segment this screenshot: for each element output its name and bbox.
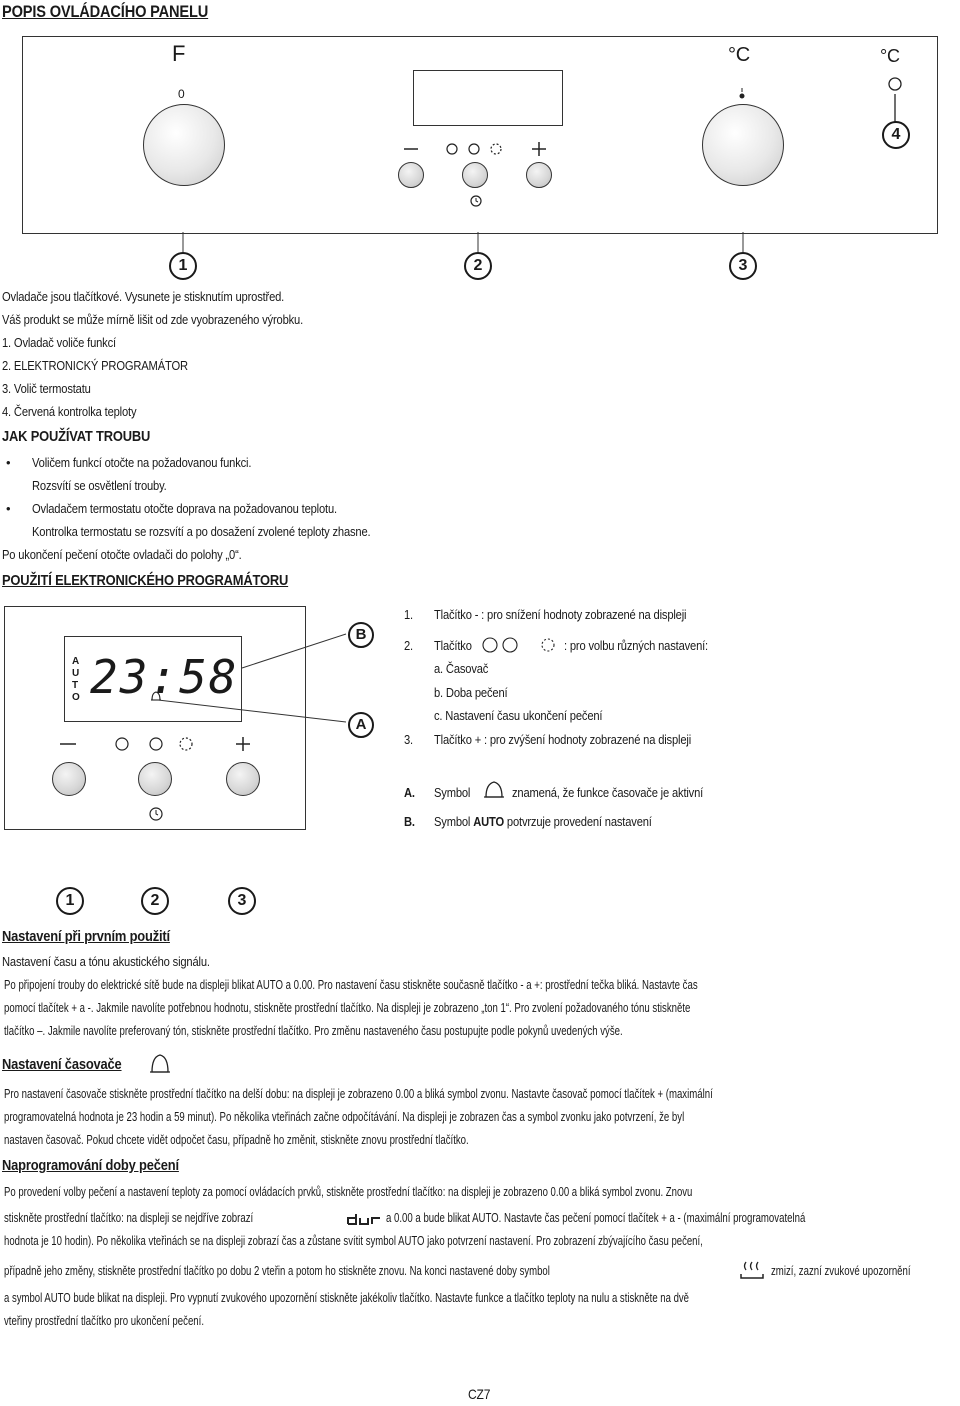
intro-line-2: Váš produkt se může mírně lišit od zde vyobrazeného výrobku. <box>2 312 304 327</box>
first-use-line-2: pomocí tlačítek + a -. Jakmile navolíte potřebnou hodnotu, stiskněte prostřední tlačítko. Na displeji je zobrazeno „ton 1“. Pro zvolení požadovaného tónu stiskněte <box>4 1000 691 1015</box>
auto-letter-u: U <box>72 668 80 679</box>
legend-item-3: 3. Volič termostatu <box>2 381 91 396</box>
callout-1: 1 <box>169 252 197 280</box>
buttons-list-num-1: 1. <box>404 607 413 622</box>
page-number: CZ7 <box>468 1386 491 1402</box>
clock-icon <box>469 194 483 208</box>
how-to-step-3: Ovladačem termostatu otočte doprava na požadovanou teplotu. <box>32 501 337 516</box>
function-zero-mark: 0 <box>178 87 185 101</box>
cooking-line-3: hodnota je 10 hodin). Po několika vteřinách se na displeji zobrazí čas a zůstane svítit symbol AUTO jako potvrzení nastavení. Pro zobrazení zbývajícího času pečení, <box>4 1233 703 1248</box>
function-button-icons <box>480 635 560 655</box>
buttons-list-item-2-desc: : pro volbu různých nastavení: <box>564 638 708 653</box>
cooking-line-4a: případně jeho změny, stiskněte prostřední tlačítko po dobu 2 vteřin a potom ho stiskněte znovu. Na konci nastavené doby symbol <box>4 1263 550 1278</box>
legend-item-2: 2. ELEKTRONICKÝ PROGRAMÁTOR <box>2 358 188 373</box>
cooking-line-5: a symbol AUTO bude blikat na displeji. Pro vypnutí zvukového upozornění stiskněte jakékoliv tlačítko. Nastavte funkce a tlačítko teploty na nulu a stiskněte na dvě <box>4 1290 689 1305</box>
how-to-heading: JAK POUŽÍVAT TROUBU <box>2 428 151 445</box>
programmer-display-window <box>413 70 563 126</box>
display-leader-lines <box>242 630 322 730</box>
callout-4: 4 <box>882 121 910 149</box>
label-b: B <box>348 622 374 648</box>
diagram-select-button[interactable] <box>138 762 172 796</box>
indicator-symbol: °C <box>880 46 900 66</box>
timer-heading: Nastavení časovače <box>2 1056 122 1073</box>
how-to-step-1: Voličem funkcí otočte na požadovanou funkci. <box>32 455 252 470</box>
symbol-a-label: Symbol <box>434 785 471 800</box>
label-a: A <box>348 712 374 738</box>
programmer-minus-button[interactable] <box>398 162 424 188</box>
intro-line-1: Ovladače jsou tlačítkové. Vysunete je stisknutím uprostřed. <box>2 289 285 304</box>
callout-3: 3 <box>729 252 757 280</box>
symbol-b-num: B. <box>404 814 415 829</box>
first-use-line-3: tlačítko –. Jakmile navolíte preferovaný tón, stiskněte prostřední tlačítko. Pro změnu nastaveného času postupujte podle pokynů uvedených výše. <box>4 1023 623 1038</box>
bell-icon <box>148 1052 172 1078</box>
legend-item-1: 1. Ovladač voliče funkcí <box>2 335 116 350</box>
function-symbol: F <box>172 41 186 66</box>
auto-letter-o: O <box>72 692 80 703</box>
cooking-line-4b: zmizí, zazní zvukové upozornění <box>771 1263 911 1278</box>
bell-icon <box>150 690 162 704</box>
auto-letter-a: A <box>72 656 80 667</box>
callout-2: 2 <box>464 252 492 280</box>
buttons-list-num-3: 3. <box>404 732 413 747</box>
programmer-select-button[interactable] <box>462 162 488 188</box>
bell-icon <box>482 779 506 803</box>
first-use-line-1: Po připojení trouby do elektrické sítě bude na displeji blikat AUTO a 0.00. Pro nastavení času stiskněte současně tlačítko - a +: prostřední tečka bliká. Nastavte čas <box>4 977 698 992</box>
buttons-list-sub-c: c. Nastavení času ukončení pečení <box>434 708 603 723</box>
symbol-a-desc: znamená, že funkce časovače je aktivní <box>512 785 704 800</box>
function-knob[interactable] <box>143 104 225 186</box>
first-use-sub: Nastavení času a tónu akustického signálu. <box>2 954 210 969</box>
timer-line-2: programovatelná hodnota je 23 hodin a 59 minut). Po několika vteřinách začne odpočítávání. Na displeji je zobrazen čas a symbol zvonku jako potvrzení, že byl <box>4 1109 685 1124</box>
cooking-line-6: vteřiny prostřední tlačítko pro ukončení pečení. <box>4 1313 204 1328</box>
clock-icon <box>148 806 164 822</box>
programmer-icons-row <box>402 140 562 160</box>
buttons-list-num-2: 2. <box>404 638 413 653</box>
bullet-1: • <box>6 455 11 470</box>
cooking-heading: Naprogramování doby pečení <box>2 1157 179 1174</box>
how-to-step-5: Po ukončení pečení otočte ovladači do polohy „0“. <box>2 547 242 562</box>
first-use-heading: Nastavení při prvním použití <box>2 928 170 945</box>
callout-leader-lines <box>160 232 960 262</box>
diagram-icons-row <box>60 734 270 756</box>
symbol-a-num: A. <box>404 785 415 800</box>
cooking-line-1: Po provedení volby pečení a nastavení teploty za pomocí ovládacích prvků, stiskněte prostřední tlačítko: na displeji je zobrazeno 0.00 a bliká symbol zvonu. Znovu <box>4 1184 693 1199</box>
display-callout-2: 2 <box>141 887 169 915</box>
buttons-list-item-1: Tlačítko - : pro snížení hodnoty zobrazené na displeji <box>434 607 687 622</box>
buttons-list-item-2-label: Tlačítko <box>434 638 472 653</box>
how-to-step-2: Rozsvítí se osvětlení trouby. <box>32 478 167 493</box>
cooking-line-2b: a 0.00 a bude blikat AUTO. Nastavte čas pečení pomocí tlačítek + a - (maximální programovatelná <box>386 1210 806 1225</box>
thermostat-mark-icon <box>739 88 745 100</box>
symbol-b-text: Symbol AUTO potvrzuje provedení nastavení <box>434 814 652 829</box>
diagram-plus-button[interactable] <box>226 762 260 796</box>
buttons-list-item-3: Tlačítko + : pro zvýšení hodnoty zobrazené na displeji <box>434 732 692 747</box>
thermostat-symbol: °C <box>728 44 751 66</box>
diagram-minus-button[interactable] <box>52 762 86 796</box>
buttons-list-sub-b: b. Doba pečení <box>434 685 508 700</box>
cooking-end-icon <box>737 1258 767 1284</box>
programmer-plus-button[interactable] <box>526 162 552 188</box>
display-callout-3: 3 <box>228 887 256 915</box>
timer-line-3: nastaven časovač. Pokud chcete vidět odpočet času, případně ho změnit, stiskněte znovu prostřední tlačítko. <box>4 1132 469 1147</box>
bullet-2: • <box>6 501 11 516</box>
programmer-heading: POUŽITÍ ELEKTRONICKÉHO PROGRAMÁTORU <box>2 572 289 589</box>
legend-item-4: 4. Červená kontrolka teploty <box>2 404 137 419</box>
page-title: POPIS OVLÁDACÍHO PANELU <box>2 2 209 21</box>
display-time: 23:58 <box>90 650 239 704</box>
timer-line-1: Pro nastavení časovače stiskněte prostřední tlačítko na delší dobu: na displeji je zobrazeno 0.00 a bliká symbol zvonu. Nastavte časovač pomocí tlačítek + (maximální <box>4 1086 713 1101</box>
cooking-line-2a: stiskněte prostřední tlačítko: na displeji se nejdříve zobrazí <box>4 1210 254 1225</box>
buttons-list-sub-a: a. Časovač <box>434 661 489 676</box>
dur-symbol-icon <box>346 1210 384 1228</box>
display-callout-1: 1 <box>56 887 84 915</box>
how-to-step-4: Kontrolka termostatu se rozsvítí a po dosažení zvolené teploty zhasne. <box>32 524 371 539</box>
thermostat-knob[interactable] <box>702 104 784 186</box>
auto-letter-t: T <box>72 680 78 691</box>
